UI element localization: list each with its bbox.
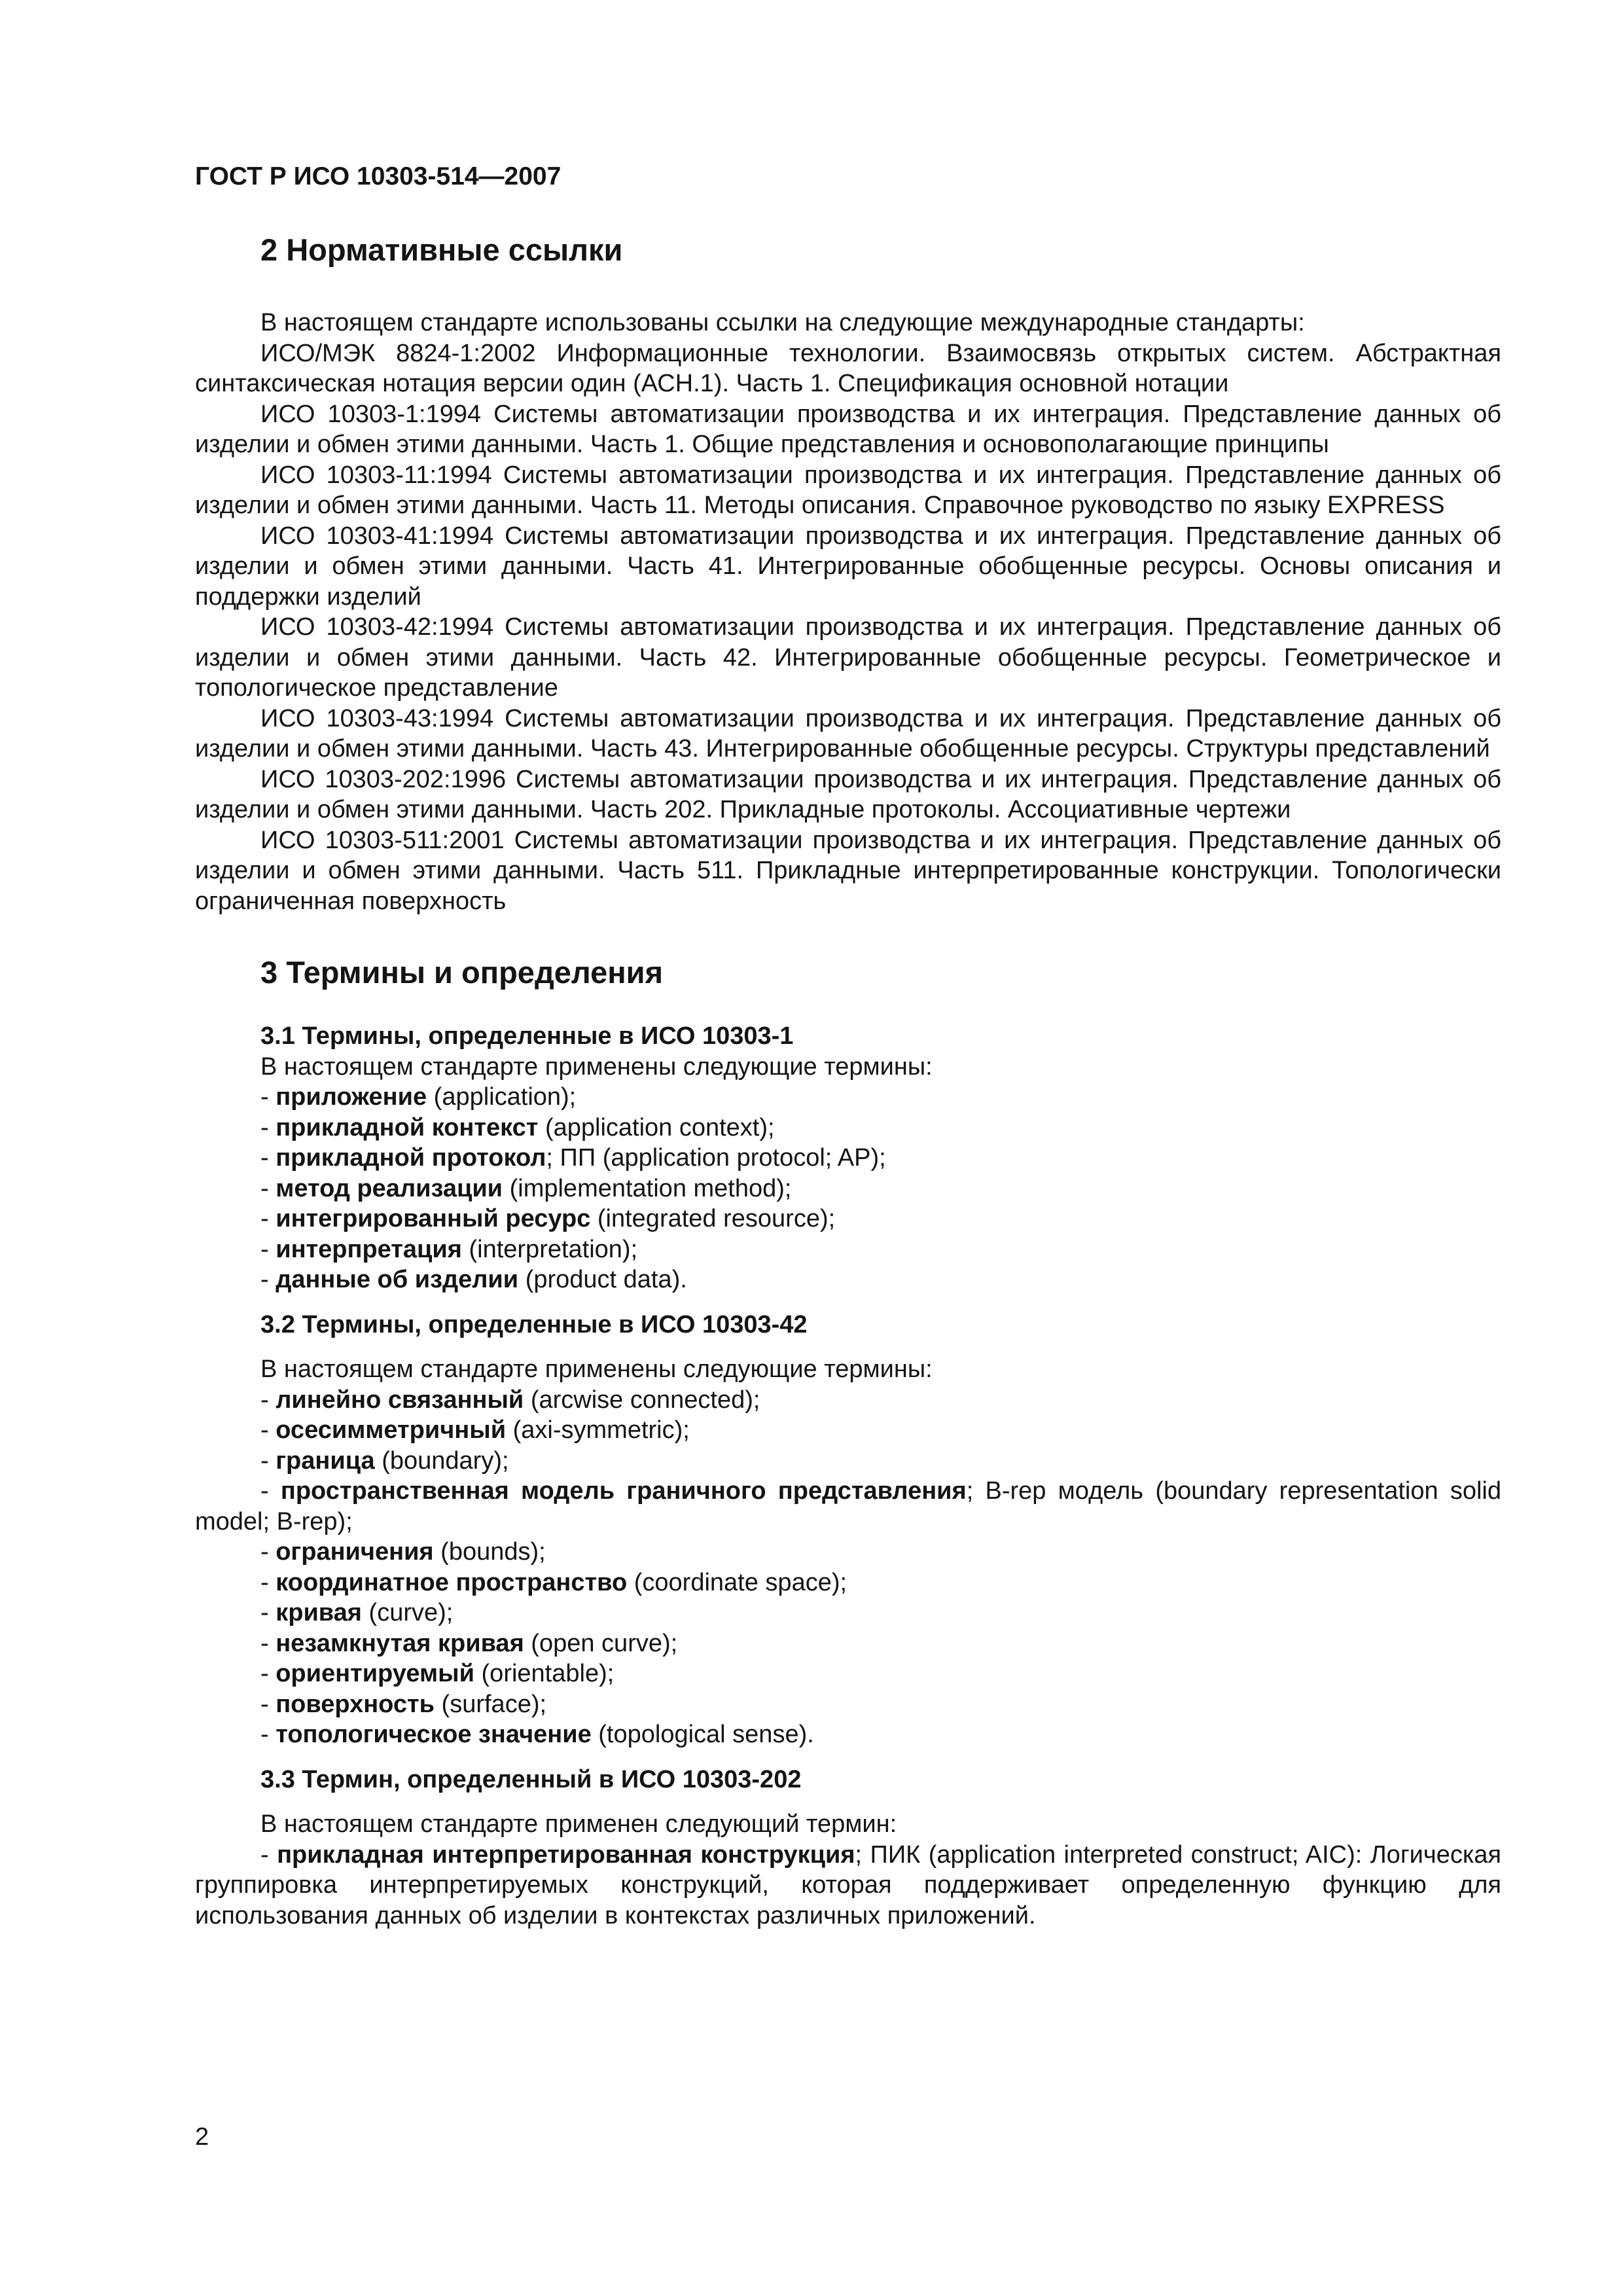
section-2-title: 2 Нормативные ссылки	[260, 232, 623, 267]
term-item: - интегрированный ресурс (integrated resource);	[260, 1205, 836, 1232]
subsection-3-3-intro: В настоящем стандарте применен следующий термин:	[260, 1810, 897, 1838]
term-item: - данные об изделии (product data).	[260, 1266, 687, 1293]
term-item: - приложение (application);	[260, 1083, 577, 1111]
normative-references	[195, 308, 1501, 916]
reference-item: ИСО 10303-43:1994 Системы автоматизации производства и их интеграция. Представление данных об изделии и обмен этими данными. Часть 43. Интегрированные обобщенные ресурсы. Структуры представлений	[195, 704, 1501, 762]
term-item: - ориентируемый (orientable);	[260, 1660, 615, 1687]
references-intro: В настоящем стандарте использованы ссылки на следующие международные стандарты:	[260, 309, 1305, 336]
subsection-3-2-title: 3.2 Термины, определенные в ИСО 10303-42	[260, 1310, 808, 1338]
terms-list-3-1	[195, 1082, 1501, 1295]
reference-item: ИСО 10303-42:1994 Системы автоматизации производства и их интеграция. Представление данных об изделии и обмен этими данными. Часть 42. Интегрированные обобщенные ресурсы. Геометрическое и топологическое представление	[195, 613, 1501, 702]
reference-item: ИСО 10303-1:1994 Системы автоматизации производства и их интеграция. Представление данных об изделии и обмен этими данными. Часть 1. Общие представления и основополагающие принципы	[195, 400, 1501, 458]
term-item: - незамкнутая кривая (open curve);	[260, 1629, 678, 1657]
term-item: - пространственная модель граничного представления; B-rep модель (boundary representation solid model; B-rep);	[195, 1477, 1501, 1535]
term-item: - интерпретация (interpretation);	[260, 1235, 638, 1263]
document-page	[195, 161, 1501, 1931]
term-item: - ограничения (bounds);	[260, 1538, 546, 1566]
page-number: 2	[195, 2123, 209, 2151]
term-item: - прикладной контекст (application context);	[260, 1113, 775, 1141]
term-item: - метод реализации (implementation method);	[260, 1174, 792, 1202]
term-item: - топологическое значение (topological sense).	[260, 1721, 814, 1748]
reference-item: ИСО/МЭК 8824-1:2002 Информационные технологии. Взаимосвязь открытых систем. Абстрактная синтаксическая нотация версии один (АСН.1). Часть 1. Спецификация основной нотации	[195, 339, 1501, 397]
term-item: - кривая (curve);	[260, 1599, 454, 1626]
term-item: - поверхность (surface);	[260, 1690, 547, 1718]
document-header: ГОСТ Р ИСО 10303-514—2007	[195, 162, 562, 190]
subsection-3-3-title: 3.3 Термин, определенный в ИСО 10303-202	[260, 1765, 802, 1793]
term-item: - прикладная интерпретированная конструкция; ПИК (application interpreted construct; AIC): Логическая группировка интерпретируемых конструкций, которая поддерживает определенную функцию для использования данных об изделии в контекстах различных приложений.	[195, 1840, 1502, 1929]
term-item: - линейно связанный (arcwise connected);	[260, 1386, 760, 1414]
terms-list-3-2	[195, 1385, 1501, 1750]
section-3-title: 3 Термины и определения	[260, 955, 663, 990]
reference-item: ИСО 10303-11:1994 Системы автоматизации производства и их интеграция. Представление данных об изделии и обмен этими данными. Часть 11. Методы описания. Справочное руководство по языку EXPRESS	[195, 461, 1501, 519]
reference-item: ИСО 10303-41:1994 Системы автоматизации производства и их интеграция. Представление данных об изделии и обмен этими данными. Часть 41. Интегрированные обобщенные ресурсы. Основы описания и поддержки изделий	[195, 522, 1501, 611]
subsection-3-1-intro: В настоящем стандарте применены следующие термины:	[260, 1052, 933, 1081]
subsection-3-1-title: 3.1 Термины, определенные в ИСО 10303-1	[260, 1022, 794, 1050]
reference-item: ИСО 10303-202:1996 Системы автоматизации производства и их интеграция. Представление данных об изделии и обмен этими данными. Часть 202. Прикладные протоколы. Ассоциативные чертежи	[195, 765, 1501, 823]
term-item: - осесимметричный (axi-symmetric);	[260, 1416, 690, 1444]
term-item: - прикладной протокол; ПП (application protocol; AP);	[260, 1144, 886, 1172]
term-item: - граница (boundary);	[260, 1446, 509, 1475]
reference-item: ИСО 10303-511:2001 Системы автоматизации производства и их интеграция. Представление данных об изделии и обмен этими данными. Часть 511. Прикладные интерпретированные конструкции. Топологически ограниченная поверхность	[195, 826, 1501, 915]
subsection-3-2-intro: В настоящем стандарте применены следующие термины:	[260, 1355, 933, 1383]
term-item: - координатное пространство (coordinate space);	[260, 1568, 847, 1596]
